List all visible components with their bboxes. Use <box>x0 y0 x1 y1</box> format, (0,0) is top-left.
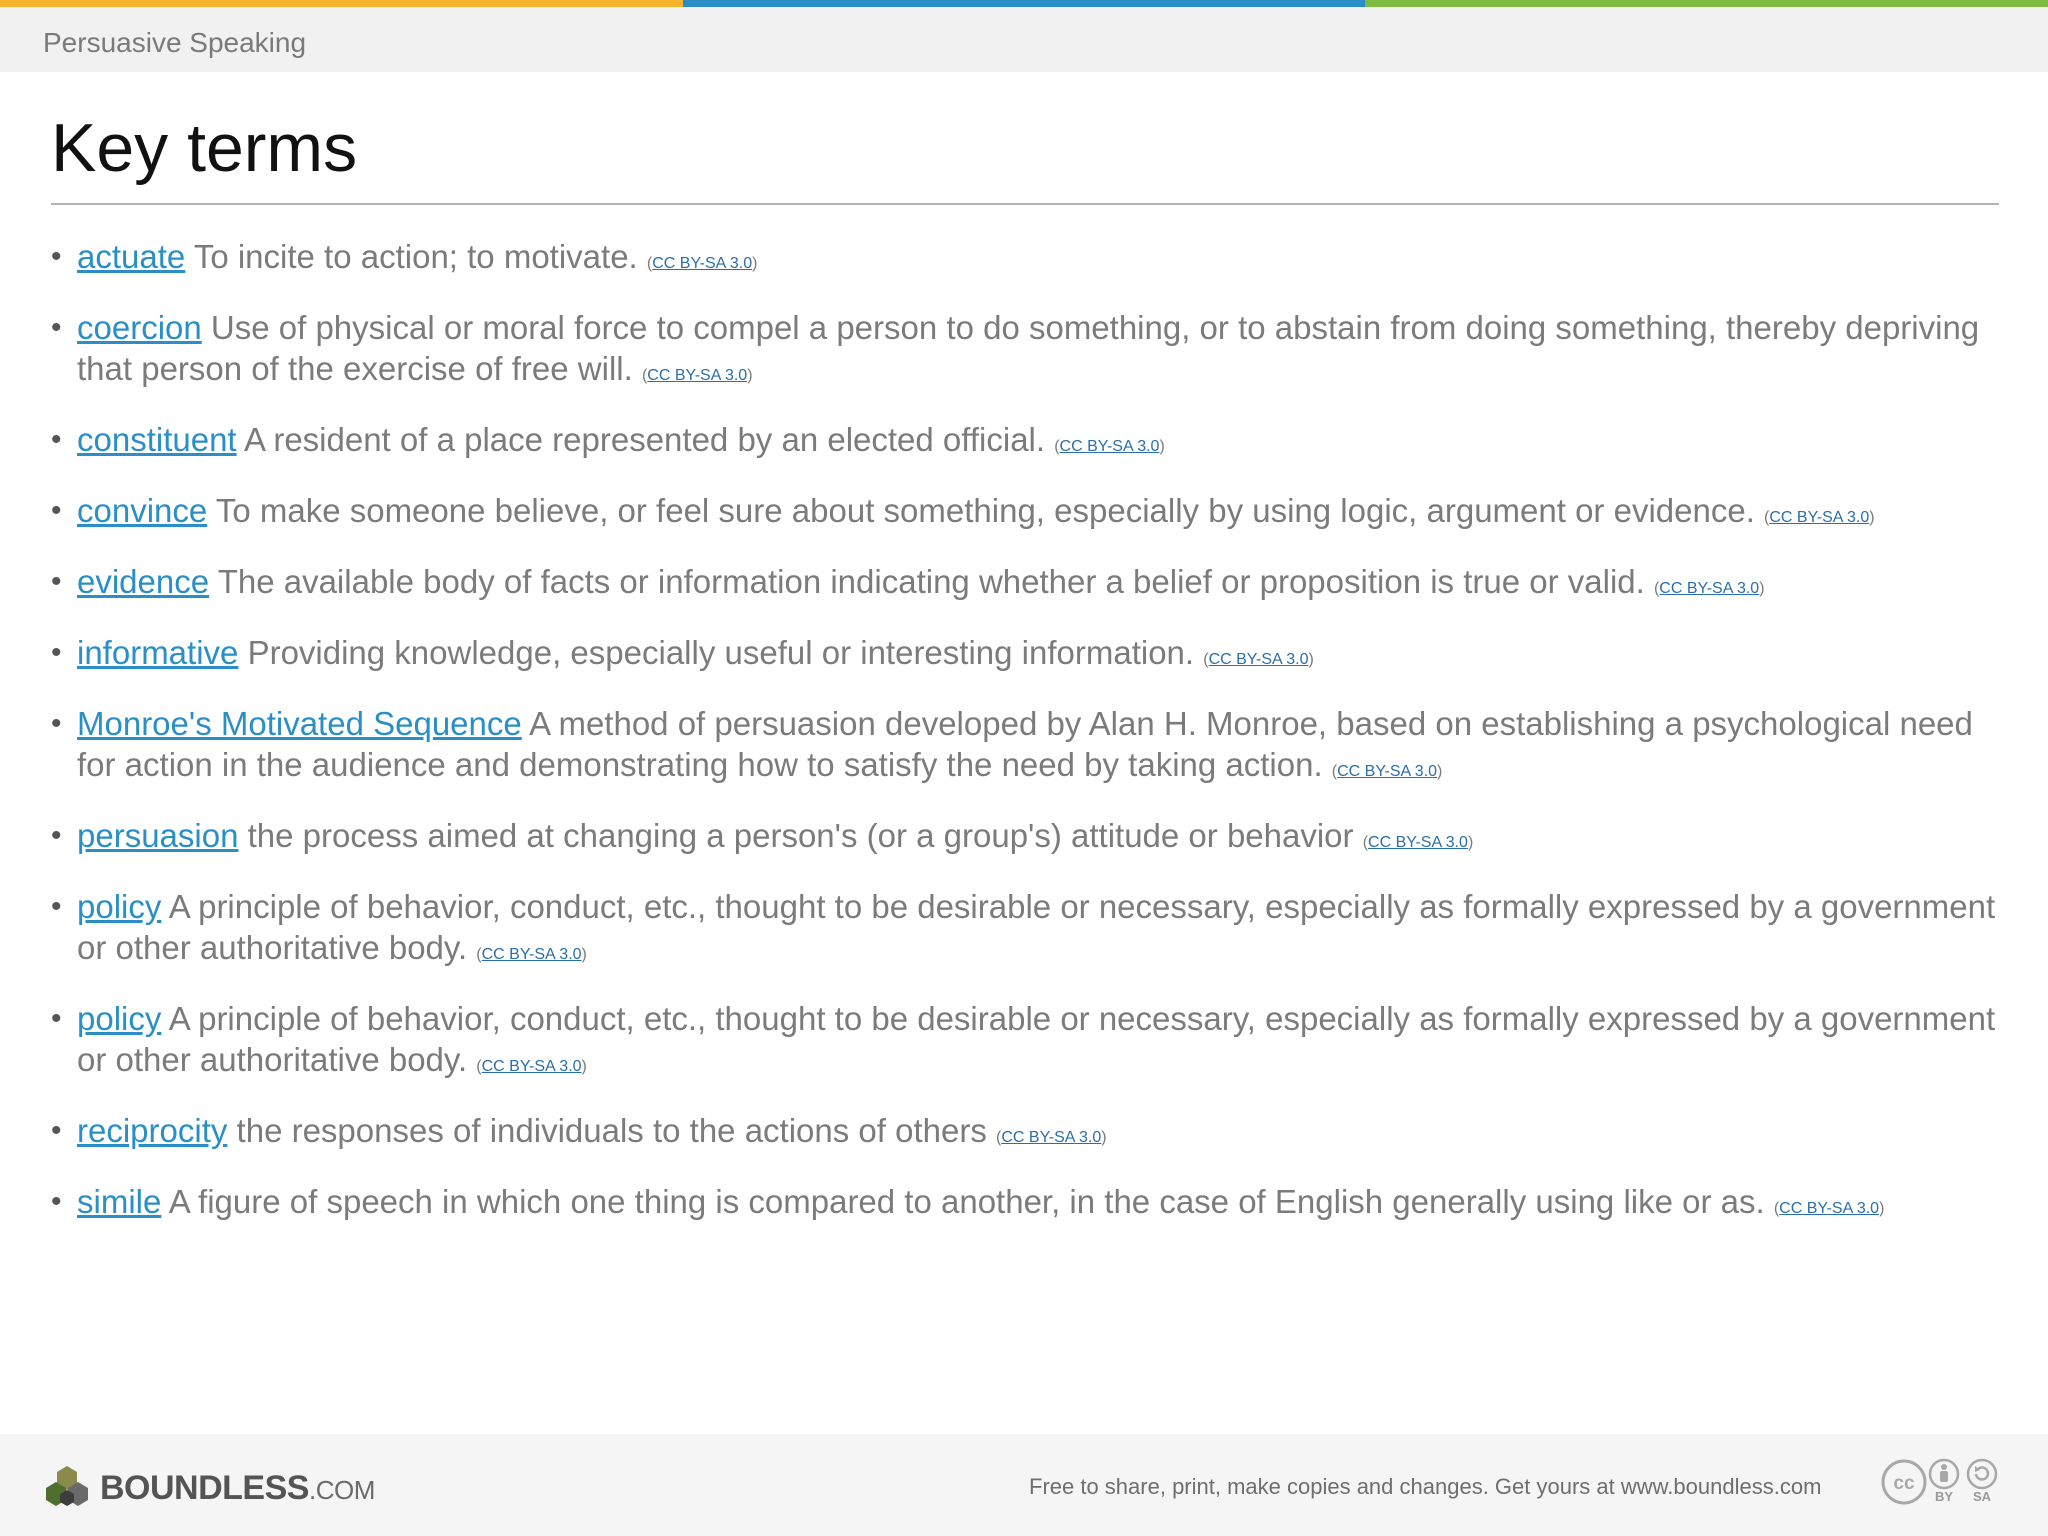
boundless-cube-logo-icon <box>42 1464 92 1512</box>
term-link[interactable]: policy <box>77 888 162 925</box>
license-link[interactable]: CC BY-SA 3.0 <box>1337 763 1438 780</box>
bullet: • <box>51 311 62 344</box>
svg-text:cc: cc <box>1893 1473 1915 1494</box>
term-item <box>51 561 1996 609</box>
license-note: (CC BY-SA 3.0) <box>1362 834 1474 851</box>
term-definition: To make someone believe, or feel sure about something, especially by using logic, argument or evidence. <box>215 492 1755 529</box>
header-band <box>0 7 2048 72</box>
license-note: (CC BY-SA 3.0) <box>1054 438 1165 455</box>
logo-wordmark: BOUNDLESS.COM <box>100 1468 375 1507</box>
term-item <box>51 236 1996 284</box>
term-definition: Providing knowledge, especially useful or interesting information. <box>247 634 1195 671</box>
license-note: (CC BY-SA 3.0) <box>1653 580 1765 597</box>
cc-by-label: BY <box>1934 1489 1954 1504</box>
bullet: • <box>51 707 62 740</box>
term-definition: the process aimed at changing a person's (or a group's) attitude or behavior <box>247 817 1354 854</box>
license-link[interactable]: CC BY-SA 3.0 <box>1208 651 1309 668</box>
section-label: Persuasive Speaking <box>43 27 307 58</box>
term-link[interactable]: informative <box>77 634 239 671</box>
creative-commons-badges[interactable] <box>1880 1458 2004 1506</box>
bullet: • <box>51 1002 62 1035</box>
term-definition: The available body of facts or information indicating whether a belief or proposition is true or valid. <box>217 563 1645 600</box>
term-definition: the responses of individuals to the actions of others <box>236 1112 987 1149</box>
license-note: (CC BY-SA 3.0) <box>646 255 758 272</box>
license-note: (CC BY-SA 3.0) <box>1203 651 1314 668</box>
license-link[interactable]: CC BY-SA 3.0 <box>1769 509 1870 526</box>
license-note: (CC BY-SA 3.0) <box>996 1129 1107 1146</box>
title-divider <box>51 203 1999 205</box>
license-link[interactable]: CC BY-SA 3.0 <box>1659 580 1760 597</box>
term-link[interactable]: persuasion <box>77 817 239 854</box>
bullet: • <box>51 890 62 923</box>
attribution-badge <box>1928 1458 1960 1504</box>
license-link[interactable]: CC BY-SA 3.0 <box>652 255 753 272</box>
bullet: • <box>51 636 62 669</box>
term-link[interactable]: coercion <box>77 309 202 346</box>
term-item <box>51 886 1996 975</box>
share-alike-icon <box>1966 1458 1998 1490</box>
accent-segment-yellow <box>0 0 683 7</box>
accent-segment-green <box>1365 0 2048 7</box>
term-item <box>51 815 1996 863</box>
boundless-logo[interactable] <box>42 1464 375 1512</box>
top-accent-bar <box>0 0 2048 7</box>
license-note: (CC BY-SA 3.0) <box>476 946 587 963</box>
bullet: • <box>51 1114 62 1147</box>
page-title: Key terms <box>51 110 358 186</box>
bullet: • <box>51 494 62 527</box>
license-note: (CC BY-SA 3.0) <box>1764 509 1875 526</box>
term-link[interactable]: simile <box>77 1183 162 1220</box>
term-definition: Use of physical or moral force to compel a person to do something, or to abstain from doing something, thereby depriving that person of the exercise of free will. <box>77 309 1980 387</box>
bullet: • <box>51 240 62 273</box>
bullet: • <box>51 565 62 598</box>
footer-bar <box>0 1434 2048 1536</box>
term-item <box>51 490 1996 538</box>
term-link[interactable]: reciprocity <box>77 1112 228 1149</box>
license-note: (CC BY-SA 3.0) <box>476 1058 587 1075</box>
cc-icon <box>1880 1458 1928 1506</box>
bullet: • <box>51 423 62 456</box>
term-item <box>51 632 1996 680</box>
term-definition: To incite to action; to motivate. <box>193 238 638 275</box>
term-link[interactable]: evidence <box>77 563 210 600</box>
license-link[interactable]: CC BY-SA 3.0 <box>1368 834 1468 851</box>
license-link[interactable]: CC BY-SA 3.0 <box>647 367 748 384</box>
key-terms-list <box>51 236 1996 1252</box>
license-link[interactable]: CC BY-SA 3.0 <box>481 1058 582 1075</box>
term-definition: A method of persuasion developed by Alan H. Monroe, based on establishing a psychological need for action in the audience and demonstrating how to satisfy the need by taking action. <box>77 705 1973 783</box>
share-alike-badge <box>1966 1458 1998 1504</box>
term-item <box>51 998 1996 1087</box>
cc-sa-label: SA <box>1972 1489 1992 1504</box>
term-definition: A figure of speech in which one thing is compared to another, in the case of English generally using like or as. <box>168 1183 1765 1220</box>
term-item <box>51 419 1996 467</box>
license-link[interactable]: CC BY-SA 3.0 <box>1779 1200 1880 1217</box>
term-link[interactable]: policy <box>77 1000 162 1037</box>
bullet: • <box>51 1185 62 1218</box>
term-link[interactable]: Monroe's Motivated Sequence <box>77 705 522 742</box>
license-note: (CC BY-SA 3.0) <box>1773 1200 1885 1217</box>
term-item <box>51 703 1996 792</box>
term-definition: A resident of a place represented by an elected official. <box>243 421 1046 458</box>
attribution-icon <box>1928 1458 1960 1490</box>
term-definition: A principle of behavior, conduct, etc., thought to be desirable or necessary, especially as formally expressed by a government or other authoritative body. <box>77 1000 1996 1078</box>
term-link[interactable]: constituent <box>77 421 237 458</box>
license-note: (CC BY-SA 3.0) <box>641 367 753 384</box>
license-note: (CC BY-SA 3.0) <box>1331 763 1443 780</box>
license-link[interactable]: CC BY-SA 3.0 <box>1059 438 1160 455</box>
term-item <box>51 1110 1996 1158</box>
accent-segment-blue <box>683 0 1366 7</box>
term-definition: A principle of behavior, conduct, etc., thought to be desirable or necessary, especially as formally expressed by a government or other authoritative body. <box>77 888 1996 966</box>
license-link[interactable]: CC BY-SA 3.0 <box>481 946 582 963</box>
bullet: • <box>51 819 62 852</box>
term-item <box>51 1181 1996 1229</box>
footer-tagline: Free to share, print, make copies and changes. Get yours at www.boundless.com <box>1029 1474 1822 1499</box>
term-link[interactable]: actuate <box>77 238 186 275</box>
term-link[interactable]: convince <box>77 492 208 529</box>
license-link[interactable]: CC BY-SA 3.0 <box>1001 1129 1102 1146</box>
term-item <box>51 307 1996 396</box>
